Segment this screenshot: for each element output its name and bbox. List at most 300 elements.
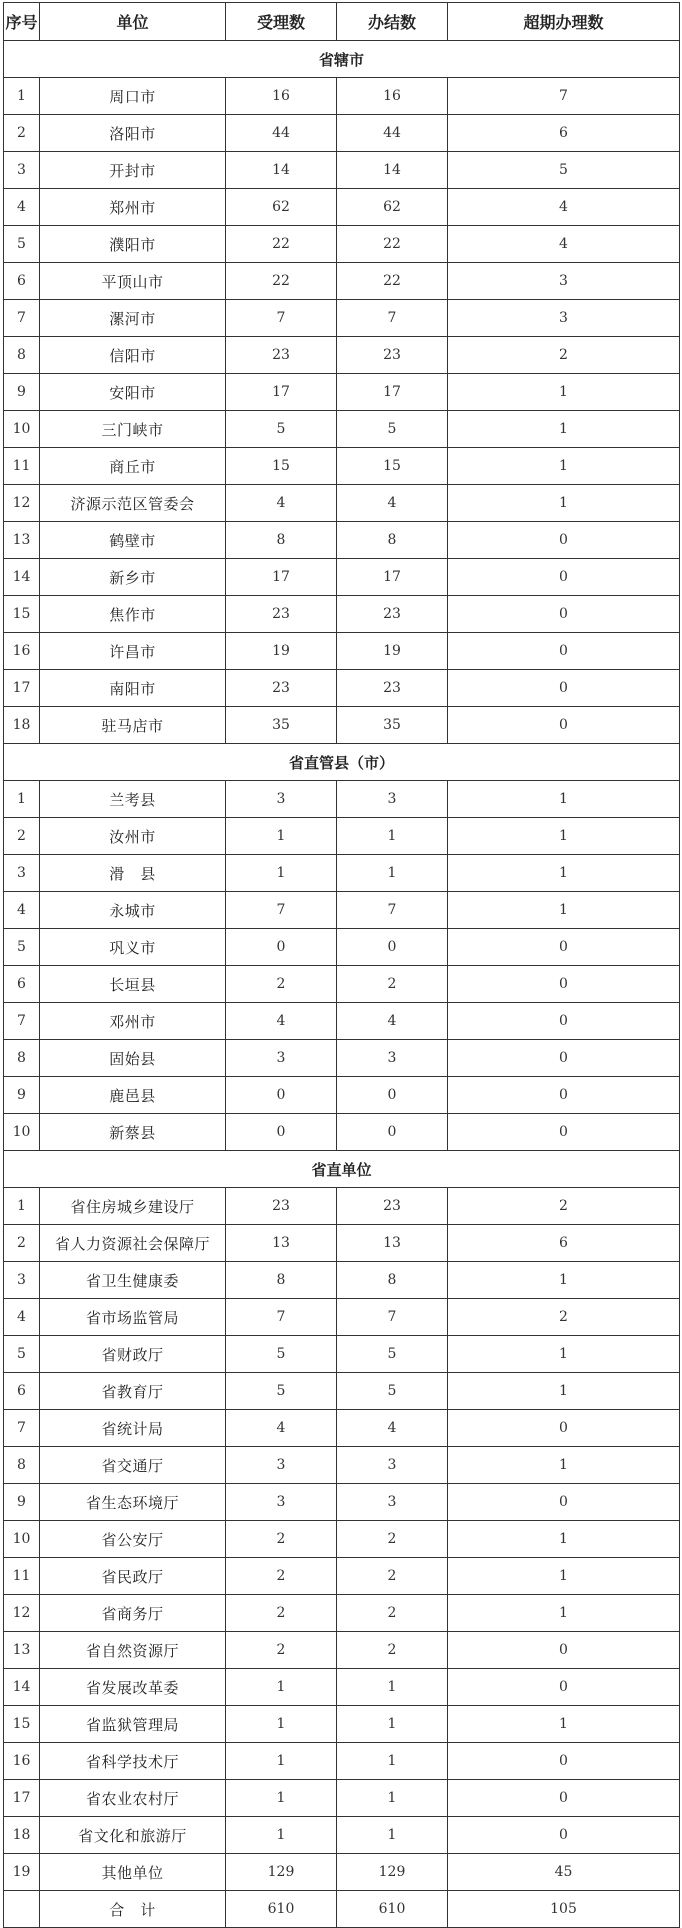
row-accepted: 2: [226, 966, 337, 1003]
total-row-overdue: 105: [448, 1891, 680, 1928]
row-index: 17: [4, 1780, 40, 1817]
row-index: 1: [4, 1188, 40, 1225]
table-row: [4, 929, 680, 966]
section-header-row: [4, 744, 680, 781]
row-accepted: 5: [226, 1373, 337, 1410]
row-accepted: 2: [226, 1521, 337, 1558]
row-completed: 2: [337, 1595, 448, 1632]
row-unit: 洛阳市: [40, 115, 226, 152]
row-completed: 5: [337, 1336, 448, 1373]
table-row: [4, 1743, 680, 1780]
row-accepted: 3: [226, 781, 337, 818]
row-overdue: 7: [448, 78, 680, 115]
statistics-table: [3, 2, 680, 1928]
row-accepted: 62: [226, 189, 337, 226]
row-overdue: 0: [448, 1669, 680, 1706]
row-completed: 2: [337, 1521, 448, 1558]
table-row: [4, 1558, 680, 1595]
row-accepted: 4: [226, 485, 337, 522]
row-unit: 郑州市: [40, 189, 226, 226]
row-index: 5: [4, 929, 40, 966]
row-accepted: 1: [226, 855, 337, 892]
row-accepted: 19: [226, 633, 337, 670]
row-overdue: 1: [448, 374, 680, 411]
row-completed: 44: [337, 115, 448, 152]
row-accepted: 8: [226, 522, 337, 559]
row-unit: 濮阳市: [40, 226, 226, 263]
row-overdue: 6: [448, 115, 680, 152]
row-overdue: 0: [448, 559, 680, 596]
table-row: [4, 707, 680, 744]
row-accepted: 1: [226, 1706, 337, 1743]
row-index: 18: [4, 1817, 40, 1854]
table-row: [4, 189, 680, 226]
table-row: [4, 1632, 680, 1669]
row-index: 7: [4, 1003, 40, 1040]
table-row: [4, 522, 680, 559]
row-unit: 商丘市: [40, 448, 226, 485]
row-completed: 1: [337, 855, 448, 892]
table-row: [4, 818, 680, 855]
row-overdue: 4: [448, 226, 680, 263]
row-completed: 23: [337, 596, 448, 633]
row-index: 7: [4, 300, 40, 337]
table-row: [4, 115, 680, 152]
row-completed: 0: [337, 1077, 448, 1114]
row-index: 12: [4, 1595, 40, 1632]
row-index: 9: [4, 374, 40, 411]
row-index: 2: [4, 818, 40, 855]
row-unit: 省财政厅: [40, 1336, 226, 1373]
row-accepted: 23: [226, 596, 337, 633]
row-unit: 滑 县: [40, 855, 226, 892]
table-row: [4, 226, 680, 263]
row-completed: 129: [337, 1854, 448, 1891]
row-index: 16: [4, 633, 40, 670]
row-completed: 1: [337, 818, 448, 855]
table-row: [4, 1410, 680, 1447]
row-completed: 13: [337, 1225, 448, 1262]
row-unit: 长垣县: [40, 966, 226, 1003]
table-row: [4, 152, 680, 189]
row-completed: 17: [337, 374, 448, 411]
row-accepted: 7: [226, 1299, 337, 1336]
table-row: [4, 1595, 680, 1632]
row-completed: 3: [337, 1447, 448, 1484]
row-unit: 省公安厅: [40, 1521, 226, 1558]
row-index: 4: [4, 892, 40, 929]
row-completed: 23: [337, 1188, 448, 1225]
total-row-accepted: 610: [226, 1891, 337, 1928]
row-accepted: 4: [226, 1410, 337, 1447]
table-row: [4, 781, 680, 818]
table-row: [4, 1854, 680, 1891]
row-index: 1: [4, 78, 40, 115]
row-index: 11: [4, 1558, 40, 1595]
row-completed: 23: [337, 337, 448, 374]
row-overdue: 6: [448, 1225, 680, 1262]
row-unit: 永城市: [40, 892, 226, 929]
table-row: [4, 78, 680, 115]
row-completed: 4: [337, 1410, 448, 1447]
row-completed: 35: [337, 707, 448, 744]
table-row: [4, 855, 680, 892]
table-row: [4, 337, 680, 374]
row-overdue: 1: [448, 448, 680, 485]
row-unit: 周口市: [40, 78, 226, 115]
table-row: [4, 1114, 680, 1151]
row-accepted: 7: [226, 892, 337, 929]
row-completed: 22: [337, 263, 448, 300]
row-completed: 5: [337, 1373, 448, 1410]
row-completed: 16: [337, 78, 448, 115]
row-unit: 省商务厅: [40, 1595, 226, 1632]
row-accepted: 7: [226, 300, 337, 337]
row-accepted: 1: [226, 1669, 337, 1706]
row-unit: 省文化和旅游厅: [40, 1817, 226, 1854]
header-completed: 办结数: [337, 3, 448, 41]
row-index: 19: [4, 1854, 40, 1891]
row-unit: 鹿邑县: [40, 1077, 226, 1114]
table-row: [4, 1336, 680, 1373]
row-completed: 8: [337, 1262, 448, 1299]
row-overdue: 1: [448, 892, 680, 929]
row-completed: 2: [337, 966, 448, 1003]
row-index: 5: [4, 226, 40, 263]
row-accepted: 3: [226, 1484, 337, 1521]
table-row: [4, 1706, 680, 1743]
row-overdue: 1: [448, 1447, 680, 1484]
row-unit: 巩义市: [40, 929, 226, 966]
row-completed: 1: [337, 1706, 448, 1743]
row-unit: 三门峡市: [40, 411, 226, 448]
row-overdue: 1: [448, 1706, 680, 1743]
table-row: [4, 1780, 680, 1817]
row-index: 15: [4, 596, 40, 633]
row-overdue: 1: [448, 1595, 680, 1632]
table-row: [4, 1188, 680, 1225]
row-completed: 62: [337, 189, 448, 226]
row-unit: 省民政厅: [40, 1558, 226, 1595]
row-accepted: 3: [226, 1447, 337, 1484]
row-completed: 7: [337, 300, 448, 337]
row-overdue: 1: [448, 485, 680, 522]
row-index: 6: [4, 966, 40, 1003]
table-row: [4, 485, 680, 522]
row-unit: 平顶山市: [40, 263, 226, 300]
row-overdue: 1: [448, 1373, 680, 1410]
row-accepted: 8: [226, 1262, 337, 1299]
table-row: [4, 1077, 680, 1114]
row-unit: 省交通厅: [40, 1447, 226, 1484]
row-accepted: 23: [226, 670, 337, 707]
row-unit: 鹤壁市: [40, 522, 226, 559]
row-completed: 15: [337, 448, 448, 485]
row-overdue: 0: [448, 1817, 680, 1854]
table-row: [4, 559, 680, 596]
row-index: 2: [4, 115, 40, 152]
table-body: [4, 41, 680, 1928]
header-accepted: 受理数: [226, 3, 337, 41]
row-overdue: 0: [448, 1410, 680, 1447]
row-unit: 省统计局: [40, 1410, 226, 1447]
row-completed: 4: [337, 1003, 448, 1040]
table-row: [4, 300, 680, 337]
row-index: 3: [4, 1262, 40, 1299]
row-accepted: 2: [226, 1632, 337, 1669]
row-overdue: 0: [448, 1003, 680, 1040]
row-unit: 济源示范区管委会: [40, 485, 226, 522]
row-overdue: 1: [448, 781, 680, 818]
row-accepted: 22: [226, 263, 337, 300]
row-overdue: 0: [448, 1632, 680, 1669]
table-row: [4, 670, 680, 707]
row-overdue: 0: [448, 596, 680, 633]
row-overdue: 1: [448, 1558, 680, 1595]
row-overdue: 2: [448, 337, 680, 374]
table-row: [4, 966, 680, 1003]
row-index: 3: [4, 855, 40, 892]
row-unit: 省教育厅: [40, 1373, 226, 1410]
row-unit: 驻马店市: [40, 707, 226, 744]
section-header-row: [4, 1151, 680, 1188]
row-accepted: 35: [226, 707, 337, 744]
row-accepted: 13: [226, 1225, 337, 1262]
row-accepted: 14: [226, 152, 337, 189]
row-index: 10: [4, 1521, 40, 1558]
row-completed: 22: [337, 226, 448, 263]
row-index: 14: [4, 559, 40, 596]
row-overdue: 45: [448, 1854, 680, 1891]
row-accepted: 0: [226, 929, 337, 966]
table-row: [4, 1447, 680, 1484]
row-overdue: 1: [448, 1262, 680, 1299]
row-unit: 新蔡县: [40, 1114, 226, 1151]
table-row: [4, 1521, 680, 1558]
row-accepted: 23: [226, 337, 337, 374]
row-accepted: 129: [226, 1854, 337, 1891]
table-row: [4, 1262, 680, 1299]
row-index: 8: [4, 337, 40, 374]
row-unit: 汝州市: [40, 818, 226, 855]
row-overdue: 0: [448, 1780, 680, 1817]
total-row-index: [4, 1891, 40, 1928]
row-completed: 0: [337, 929, 448, 966]
row-overdue: 0: [448, 707, 680, 744]
row-accepted: 0: [226, 1114, 337, 1151]
row-overdue: 0: [448, 929, 680, 966]
row-index: 14: [4, 1669, 40, 1706]
row-unit: 新乡市: [40, 559, 226, 596]
row-overdue: 0: [448, 1040, 680, 1077]
table-row: [4, 1003, 680, 1040]
row-accepted: 16: [226, 78, 337, 115]
row-unit: 省监狱管理局: [40, 1706, 226, 1743]
total-row: [4, 1891, 680, 1928]
header-overdue: 超期办理数: [448, 3, 680, 41]
row-overdue: 1: [448, 855, 680, 892]
row-overdue: 4: [448, 189, 680, 226]
table-row: [4, 892, 680, 929]
row-index: 8: [4, 1040, 40, 1077]
row-overdue: 2: [448, 1188, 680, 1225]
row-index: 10: [4, 411, 40, 448]
table-row: [4, 1669, 680, 1706]
row-overdue: 3: [448, 300, 680, 337]
row-completed: 2: [337, 1632, 448, 1669]
section-title: 省直管县（市）: [4, 744, 680, 781]
row-unit: 固始县: [40, 1040, 226, 1077]
row-completed: 2: [337, 1558, 448, 1595]
row-completed: 3: [337, 781, 448, 818]
row-completed: 8: [337, 522, 448, 559]
row-overdue: 0: [448, 670, 680, 707]
row-index: 9: [4, 1077, 40, 1114]
section-title: 省辖市: [4, 41, 680, 78]
row-index: 5: [4, 1336, 40, 1373]
table-row: [4, 448, 680, 485]
row-unit: 省农业农村厅: [40, 1780, 226, 1817]
row-overdue: 0: [448, 1114, 680, 1151]
row-unit: 省市场监管局: [40, 1299, 226, 1336]
row-accepted: 1: [226, 1743, 337, 1780]
table-row: [4, 374, 680, 411]
row-accepted: 5: [226, 1336, 337, 1373]
row-index: 16: [4, 1743, 40, 1780]
table-row: [4, 596, 680, 633]
table-row: [4, 1299, 680, 1336]
row-unit: 省自然资源厅: [40, 1632, 226, 1669]
row-unit: 兰考县: [40, 781, 226, 818]
table-row: [4, 1817, 680, 1854]
row-overdue: 0: [448, 1484, 680, 1521]
row-accepted: 44: [226, 115, 337, 152]
row-index: 9: [4, 1484, 40, 1521]
row-overdue: 2: [448, 1299, 680, 1336]
row-completed: 3: [337, 1484, 448, 1521]
row-index: 8: [4, 1447, 40, 1484]
row-completed: 7: [337, 892, 448, 929]
row-accepted: 17: [226, 374, 337, 411]
row-unit: 省卫生健康委: [40, 1262, 226, 1299]
row-index: 12: [4, 485, 40, 522]
row-completed: 1: [337, 1780, 448, 1817]
row-index: 11: [4, 448, 40, 485]
table-row: [4, 1484, 680, 1521]
table-row: [4, 1373, 680, 1410]
row-overdue: 1: [448, 1336, 680, 1373]
row-unit: 漯河市: [40, 300, 226, 337]
row-index: 4: [4, 189, 40, 226]
row-accepted: 3: [226, 1040, 337, 1077]
row-accepted: 1: [226, 818, 337, 855]
row-unit: 开封市: [40, 152, 226, 189]
table-row: [4, 411, 680, 448]
row-overdue: 1: [448, 1521, 680, 1558]
row-overdue: 0: [448, 1077, 680, 1114]
row-index: 2: [4, 1225, 40, 1262]
row-unit: 邓州市: [40, 1003, 226, 1040]
row-completed: 19: [337, 633, 448, 670]
table-row: [4, 263, 680, 300]
row-index: 7: [4, 1410, 40, 1447]
total-row-unit: 合 计: [40, 1891, 226, 1928]
row-accepted: 0: [226, 1077, 337, 1114]
row-completed: 3: [337, 1040, 448, 1077]
row-unit: 省人力资源社会保障厅: [40, 1225, 226, 1262]
row-overdue: 5: [448, 152, 680, 189]
section-title: 省直单位: [4, 1151, 680, 1188]
row-index: 17: [4, 670, 40, 707]
row-completed: 7: [337, 1299, 448, 1336]
row-unit: 省住房城乡建设厅: [40, 1188, 226, 1225]
row-completed: 1: [337, 1669, 448, 1706]
row-accepted: 15: [226, 448, 337, 485]
total-row-completed: 610: [337, 1891, 448, 1928]
row-unit: 省生态环境厅: [40, 1484, 226, 1521]
row-index: 6: [4, 263, 40, 300]
row-index: 18: [4, 707, 40, 744]
row-completed: 5: [337, 411, 448, 448]
header-index: 序号: [4, 3, 40, 41]
table-row: [4, 1040, 680, 1077]
row-overdue: 0: [448, 966, 680, 1003]
row-accepted: 22: [226, 226, 337, 263]
row-index: 13: [4, 522, 40, 559]
row-accepted: 2: [226, 1595, 337, 1632]
row-accepted: 4: [226, 1003, 337, 1040]
row-index: 13: [4, 1632, 40, 1669]
row-accepted: 1: [226, 1817, 337, 1854]
row-completed: 1: [337, 1743, 448, 1780]
section-header-row: [4, 41, 680, 78]
row-completed: 4: [337, 485, 448, 522]
row-completed: 14: [337, 152, 448, 189]
row-index: 1: [4, 781, 40, 818]
row-accepted: 2: [226, 1558, 337, 1595]
header-unit: 单位: [40, 3, 226, 41]
row-accepted: 17: [226, 559, 337, 596]
row-index: 10: [4, 1114, 40, 1151]
row-unit: 安阳市: [40, 374, 226, 411]
row-accepted: 23: [226, 1188, 337, 1225]
row-overdue: 0: [448, 1743, 680, 1780]
row-unit: 南阳市: [40, 670, 226, 707]
table-row: [4, 1225, 680, 1262]
row-completed: 0: [337, 1114, 448, 1151]
row-unit: 焦作市: [40, 596, 226, 633]
row-unit: 省科学技术厅: [40, 1743, 226, 1780]
row-unit: 信阳市: [40, 337, 226, 374]
row-overdue: 0: [448, 633, 680, 670]
row-unit: 省发展改革委: [40, 1669, 226, 1706]
row-index: 3: [4, 152, 40, 189]
row-index: 4: [4, 1299, 40, 1336]
row-index: 15: [4, 1706, 40, 1743]
row-index: 6: [4, 1373, 40, 1410]
row-completed: 1: [337, 1817, 448, 1854]
row-overdue: 3: [448, 263, 680, 300]
row-unit: 许昌市: [40, 633, 226, 670]
row-overdue: 1: [448, 818, 680, 855]
row-unit: 其他单位: [40, 1854, 226, 1891]
row-overdue: 0: [448, 522, 680, 559]
table-row: [4, 633, 680, 670]
row-completed: 17: [337, 559, 448, 596]
row-accepted: 1: [226, 1780, 337, 1817]
row-overdue: 1: [448, 411, 680, 448]
row-accepted: 5: [226, 411, 337, 448]
